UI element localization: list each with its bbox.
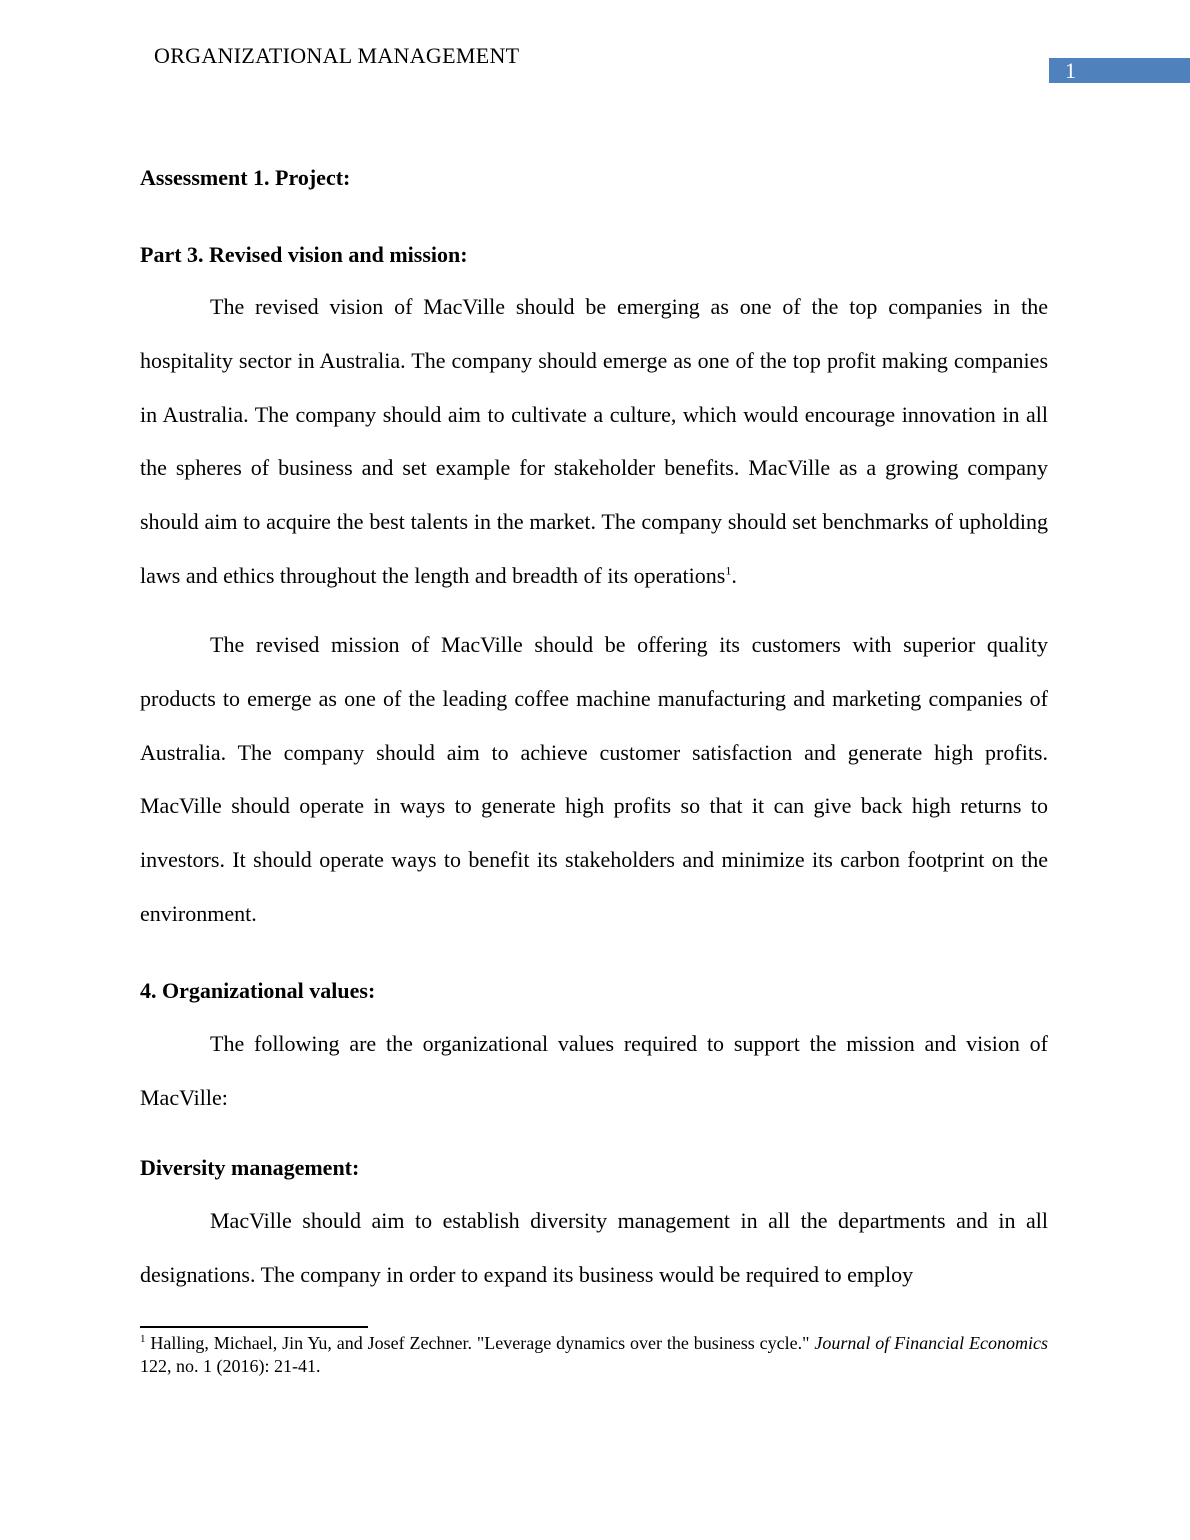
footnote-text: Halling, Michael, Jin Yu, and Josef Zechner. "Leverage dynamics over the business cycle.": [145, 1333, 815, 1353]
footnote: [140, 1332, 1048, 1378]
footnote-journal: Journal of Financial Economics: [814, 1333, 1049, 1353]
footnote-separator: [140, 1326, 368, 1328]
vision-paragraph: [140, 280, 1048, 603]
vision-end: .: [731, 562, 737, 588]
diversity-heading: Diversity management:: [140, 1155, 360, 1180]
footnote-citation-end: 122, no. 1 (2016): 21-41.: [140, 1356, 321, 1376]
page-number: 1: [1049, 58, 1190, 83]
footnote-reference[interactable]: 1: [725, 563, 732, 578]
footnote-marker: 1: [140, 1333, 146, 1345]
values-paragraph: The following are the organizational values required to support the mission and vision of MacVille:: [140, 1031, 1048, 1110]
assessment-heading: Assessment 1. Project:: [140, 165, 351, 190]
diversity-paragraph: MacVille should aim to establish diversity management in all the departments and in all designations. The company in order to expand its business would be required to employ: [140, 1208, 1048, 1287]
vision-text: The revised vision of MacVille should be emerging as one of the top companies in the hospitality sector in Australia. The company should emerge as one of the top profit making companies in Australia. The company should aim to cultivate a culture, which would encourage innovation in all the spheres of business and set example for stakeholder benefits. MacVille as a growing company should aim to acquire the best talents in the market. The company should set benchmarks of upholding laws and ethics throughout the length and breadth of its operations: [140, 294, 1048, 588]
part3-heading: Part 3. Revised vision and mission:: [140, 242, 468, 267]
running-header-title: ORGANIZATIONAL MANAGEMENT: [154, 43, 520, 68]
values-heading: 4. Organizational values:: [140, 978, 376, 1003]
mission-paragraph: The revised mission of MacVille should be offering its customers with superior quality products to emerge as one of the leading coffee machine manufacturing and marketing companies of Australia. The company should aim to achieve customer satisfaction and generate high profits. MacVille should operate in ways to generate high profits so that it can give back high returns to investors. It should operate ways to benefit its stakeholders and minimize its carbon footprint on the environment.: [140, 632, 1048, 926]
